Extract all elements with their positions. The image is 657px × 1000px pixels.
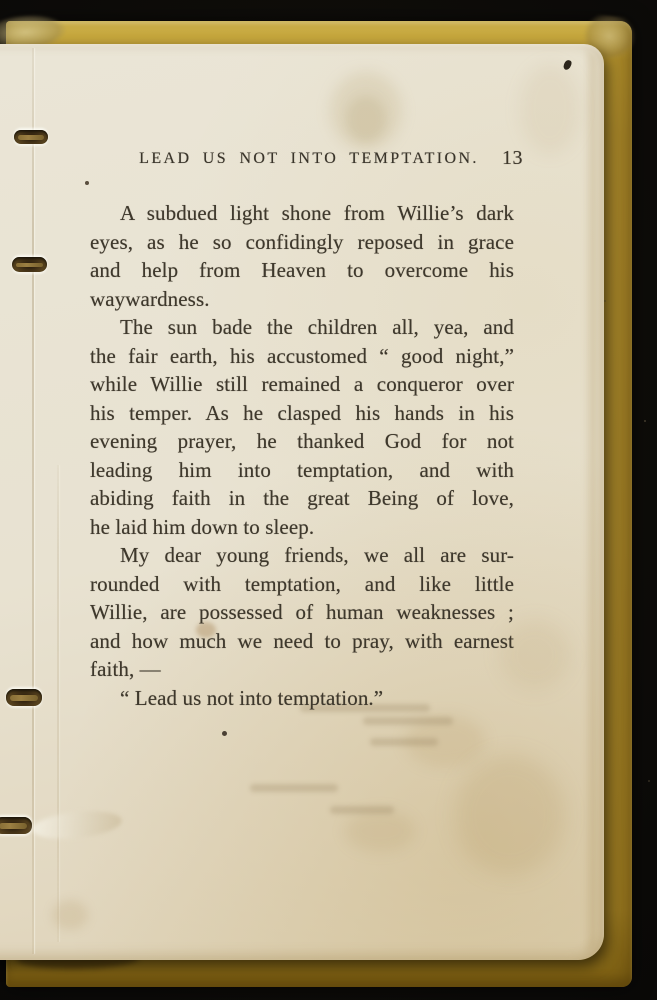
paragraph — [90, 313, 514, 541]
text-line: evening prayer, he thanked God for not — [90, 429, 514, 453]
text-line: leading him into temptation, and with — [90, 457, 514, 482]
text-line: the fair earth, his accustomed “ good night,” — [90, 343, 514, 368]
stain — [455, 755, 565, 875]
bleed-through-line — [370, 738, 438, 746]
text-line: waywardness. — [90, 286, 210, 311]
binding-thread — [10, 695, 37, 700]
dust-speck — [644, 420, 646, 422]
text-line: “ Lead us not into temptation.” — [120, 685, 384, 710]
text-line: faith, — — [90, 657, 161, 681]
text-line: abiding faith in the great Being of love, — [90, 486, 514, 510]
stitch-hole — [14, 130, 48, 144]
text-line: Willie, are possessed of human weaknesses ; — [90, 600, 514, 624]
binding-thread — [16, 263, 43, 268]
stain — [345, 810, 415, 852]
text-line: eyes, as he so confidingly reposed in grace — [90, 229, 514, 254]
binding-thread — [0, 823, 27, 828]
running-title: LEAD US NOT INTO TEMPTATION. — [139, 150, 479, 167]
stitch-hole — [12, 257, 47, 272]
text-line: he laid him down to sleep. — [90, 514, 315, 539]
paragraph — [90, 541, 514, 684]
stain — [520, 64, 580, 154]
ink-speck — [563, 59, 573, 71]
book-page — [0, 44, 604, 960]
page-number: 13 — [502, 147, 523, 169]
text-line: My dear young friends, we all are sur- — [120, 543, 514, 567]
paragraph — [90, 199, 514, 313]
page-edge-shadow — [583, 50, 595, 952]
bleed-through-line — [250, 784, 338, 792]
ink-speck — [85, 181, 89, 185]
text-line: The sun bade the children all, yea, and — [120, 315, 514, 339]
crease-line — [32, 48, 34, 954]
text-line: and how much we need to pray, with earnest — [90, 628, 514, 653]
paragraph — [90, 684, 514, 713]
binding-thread — [18, 135, 44, 139]
paper-crease-mark — [31, 807, 123, 842]
stain — [52, 900, 88, 930]
ink-speck — [222, 731, 227, 736]
bleed-through-line — [330, 806, 394, 814]
text-block — [90, 147, 523, 712]
text-line: A subdued light shone from Willie’s dark — [120, 201, 514, 225]
bleed-through-line — [363, 717, 453, 725]
page-header — [90, 147, 523, 174]
text-line: his temper. As he clasped his hands in his — [90, 400, 514, 425]
page-body — [90, 199, 514, 712]
stain — [346, 96, 386, 142]
crease-line — [57, 465, 59, 941]
text-line: and help from Heaven to overcome his — [90, 258, 514, 282]
text-line: rounded with temptation, and like little — [90, 571, 514, 596]
text-line: while Willie still remained a conqueror over — [90, 372, 514, 396]
stitch-hole — [0, 817, 32, 834]
stitch-hole — [6, 689, 42, 706]
